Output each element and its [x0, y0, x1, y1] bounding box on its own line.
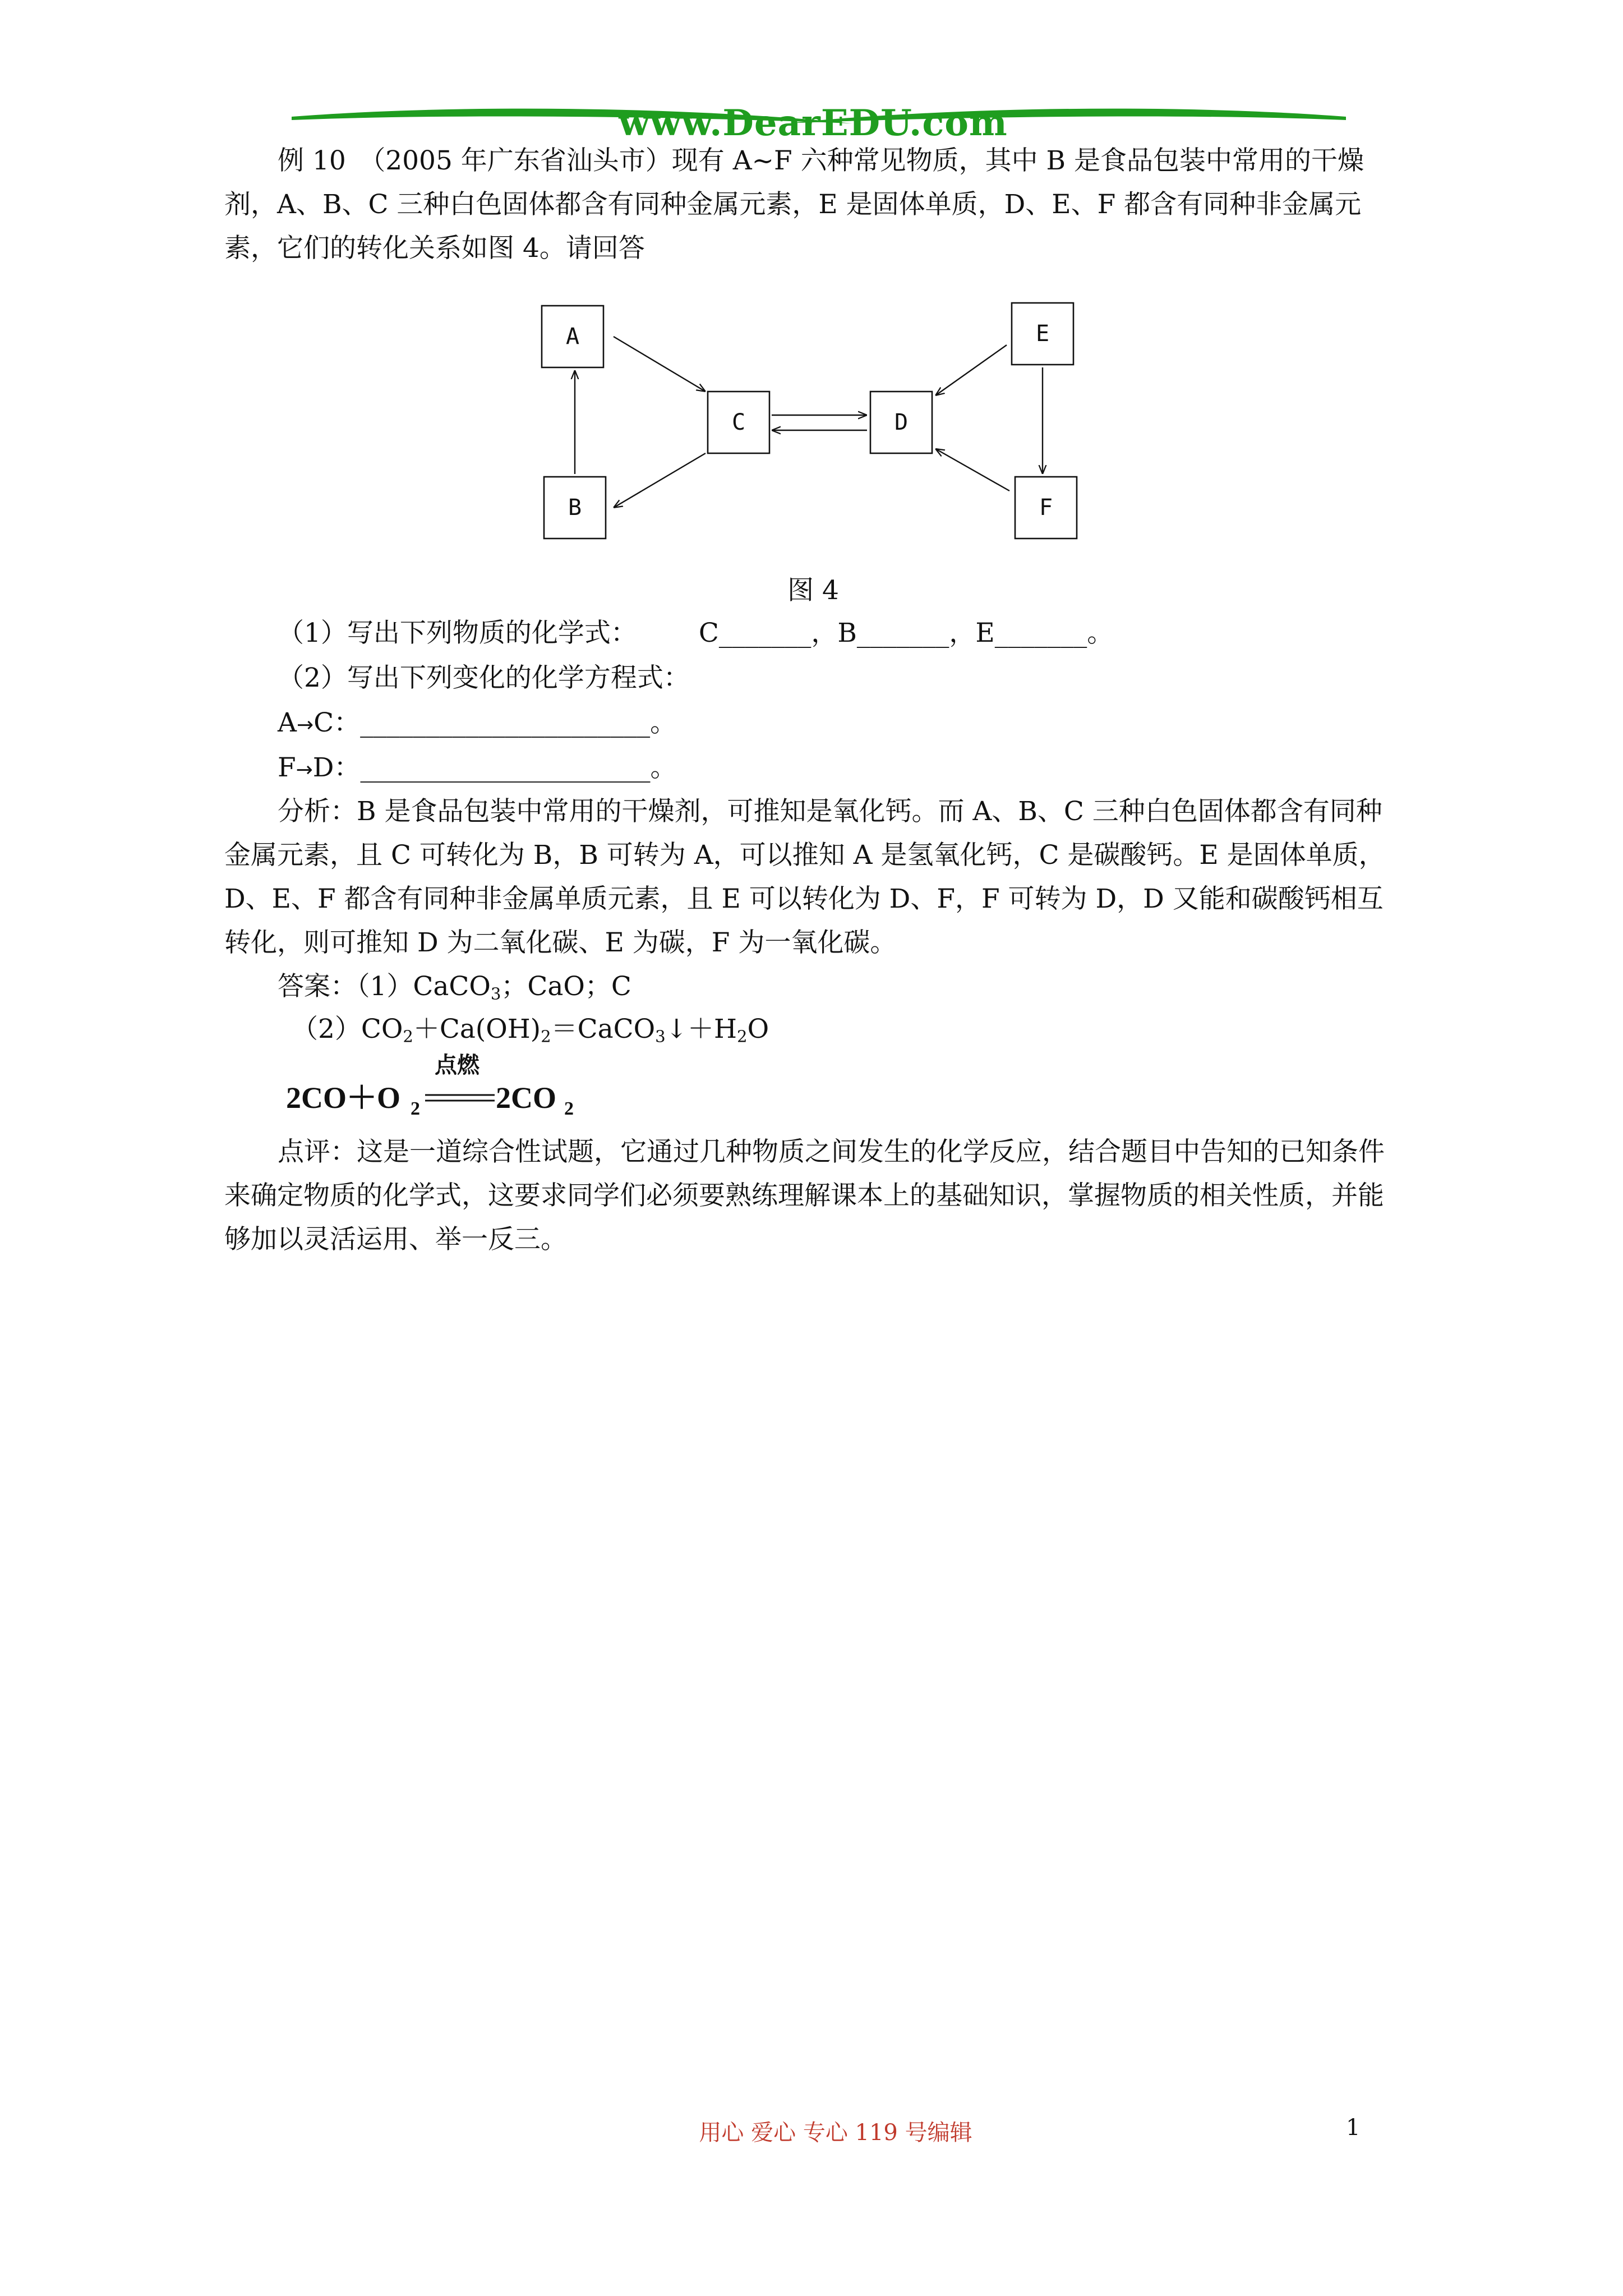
answer-part1-prefix: （1）CaCO [357, 971, 491, 1002]
question-intro: 例 10 （2005 年广东省汕头市）现有 A~F 六种常见物质，其中 B 是食品包装中常用的干燥剂，A、B、C 三种白色固体都含有同种金属元素，E 是固体单质，D、E、F 都含有同种非金属元素，它们的转化关系如图 4。请回答 [224, 145, 1364, 264]
node-f-label: F [1039, 495, 1053, 521]
equation-co-combustion [286, 1049, 600, 1122]
node-e-label: E [1035, 321, 1050, 347]
eq1-d: ↓＋H [665, 1014, 737, 1045]
edge-f-to-d [935, 449, 1009, 491]
q2-ac-from: A [278, 707, 297, 738]
page-number: 1 [1346, 2115, 1361, 2141]
question-part-2: （2）写出下列变化的化学方程式： [278, 662, 690, 693]
node-d-label: D [894, 409, 909, 435]
answer-part1-sub: 3 [490, 984, 501, 1004]
eq2-right-sub: 2 [564, 1098, 574, 1119]
header-logo-text: www.DearEDU.com [619, 102, 1008, 144]
q1-blank-b: B_______， [837, 618, 976, 648]
q1-blank-e: E_______。 [975, 618, 1114, 648]
node-b-label: B [568, 495, 582, 521]
conversion-diagram [527, 292, 1099, 550]
arrow-right-icon: → [296, 758, 313, 781]
edge-e-to-d [935, 345, 1007, 395]
analysis-paragraph: 分析：B 是食品包装中常用的干燥剂，可推知是氧化钙。而 A、B、C 三种白色固体都含有同种金属元素，且 C 可转化为 B，B 可转为 A，可以推知 A 是氢氧化钙，C 是碳酸钙。E 是固体单质，D、E、F 都含有同种非金属单质元素，且 E 可以转化为 D、F，F 可转为 D，D 又能和碳酸钙相互转化，则可推知 D 为二氧化碳、E 为碳，F 为一氧化碳。 [224, 796, 1385, 958]
edge-c-to-b [614, 453, 706, 508]
answer-part1-suffix: ；CaO；C [501, 971, 631, 1002]
eq1-sub2: 2 [541, 1027, 551, 1046]
comment-paragraph: 点评：这是一道综合性试题，它通过几种物质之间发生的化学反应，结合题目中告知的已知条件来确定物质的化学式，这要求同学们必须要熟练理解课本上的基础知识，掌握物质的相关性质，并能够加以灵活运用、举一反三。 [224, 1137, 1385, 1255]
eq1-a: （2）CO [292, 1014, 403, 1045]
edge-a-to-c [614, 337, 706, 392]
q1-label: （1）写出下列物质的化学式： [278, 618, 637, 648]
q2-fd-from: F [278, 752, 296, 783]
q2-fd-blank: ______________________。 [360, 752, 677, 783]
question-part-1 [224, 611, 1113, 655]
q2-ac-blank: ______________________。 [360, 707, 677, 738]
eq2-condition: 点燃 [435, 1052, 479, 1078]
eq1-sub1: 2 [403, 1027, 413, 1046]
q2-fd-to: D： [312, 752, 361, 783]
eq1-c: ＝CaCO [551, 1014, 656, 1045]
q2-f-to-d-line [224, 746, 676, 792]
arrow-right-icon: → [296, 714, 314, 737]
node-a-label: A [565, 324, 580, 349]
answer-label: 答案： [278, 971, 357, 1002]
eq2-left: 2CO＋O [286, 1081, 401, 1115]
q2-a-to-c-line [224, 701, 676, 747]
eq2-left-sub: 2 [411, 1098, 420, 1119]
node-c-label: C [731, 409, 746, 435]
eq1-e: O [747, 1014, 769, 1045]
figure-caption: 图 4 [787, 575, 839, 606]
eq1-sub3: 3 [655, 1027, 666, 1046]
eq1-b: ＋Ca(OH) [413, 1014, 541, 1045]
q2-ac-to: C： [313, 707, 361, 738]
eq2-right: 2CO [496, 1081, 556, 1115]
q1-blank-c: C_______， [698, 618, 838, 648]
footer-text: 用心 爱心 专心 119 号编辑 [699, 2120, 972, 2146]
eq1-sub4: 2 [737, 1027, 748, 1046]
